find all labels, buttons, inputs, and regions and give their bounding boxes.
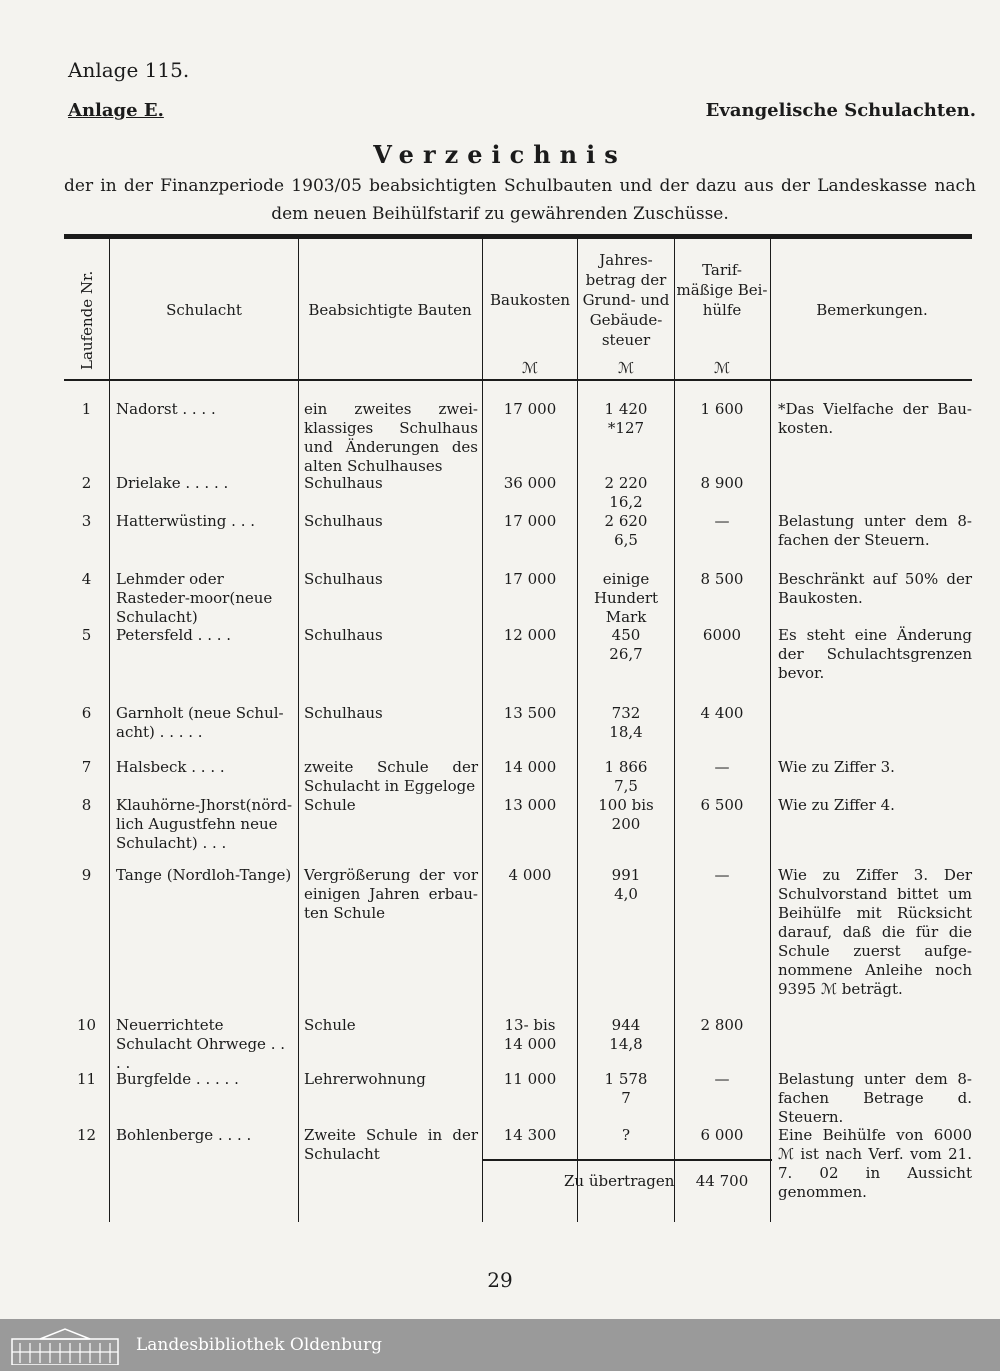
cell-bauten: Schulhaus — [304, 512, 383, 530]
cell-nr: 6 — [81, 704, 92, 722]
cell-bauten: Schulhaus — [304, 570, 383, 588]
cell-schulacht: Bohlenberge . . . . — [116, 1126, 252, 1144]
column-divider — [674, 234, 675, 1222]
cell-baukosten: 13 500 — [503, 704, 557, 722]
cell-bemerkungen: *Das Vielfache der Bau-kosten. — [778, 400, 972, 437]
cell-schulacht: Halsbeck . . . . — [116, 758, 225, 776]
column-divider — [482, 234, 483, 1222]
cell-bauten: Zweite Schule in der Schulacht — [304, 1126, 478, 1163]
cell-beihuelfe: 1 600 — [700, 400, 744, 418]
cell-beihuelfe: 6000 — [702, 626, 742, 644]
cell-nr: 7 — [81, 758, 92, 776]
column-divider — [577, 234, 578, 1222]
anlage-number: Anlage 115. — [68, 58, 190, 82]
cell-bauten: Schulhaus — [304, 474, 383, 492]
page-number: 29 — [487, 1268, 513, 1292]
cell-baukosten: 14 300 — [503, 1126, 557, 1144]
cell-schulacht: Hatterwüsting . . . — [116, 512, 256, 530]
cell-nr: 4 — [81, 570, 92, 588]
cell-bauten: Lehrerwohnung — [304, 1070, 426, 1088]
cell-beihuelfe: 6 500 — [700, 796, 744, 814]
unit-baukosten: ℳ — [521, 359, 539, 377]
cell-schulacht: Petersfeld . . . . — [116, 626, 232, 644]
total-value: 44 700 — [695, 1172, 749, 1190]
cell-baukosten: 36 000 — [503, 474, 557, 492]
cell-steuer: 1 866 7,5 — [604, 758, 648, 795]
cell-bauten: ein zweites zwei-klassiges Schulhaus und Änderungen des alten Schulhauses — [304, 400, 478, 475]
cell-bauten: Vergrößerung der vor einigen Jahren erbau-ten Schule — [304, 866, 478, 922]
cell-steuer: 991 4,0 — [611, 866, 641, 903]
cell-steuer: 732 18,4 — [609, 704, 643, 741]
cell-bemerkungen: Wie zu Ziffer 3. Der Schulvorstand bittet um Beihülfe mit Rücksicht darauf, daß die für die Schule zuerst aufge-nommene Anleihe noch 9395 ℳ beträgt. — [778, 866, 972, 998]
cell-nr: 9 — [81, 866, 92, 884]
cell-beihuelfe: — — [714, 866, 730, 884]
cell-bemerkungen: Beschränkt auf 50% der Baukosten. — [778, 570, 972, 607]
cell-baukosten: 4 000 — [508, 866, 552, 884]
header-bemerkungen: Bemerkungen. — [816, 301, 928, 319]
cell-steuer: 944 14,8 — [609, 1016, 643, 1053]
cell-baukosten: 11 000 — [503, 1070, 557, 1088]
column-divider — [770, 234, 771, 1222]
cell-baukosten: 17 000 — [503, 570, 557, 588]
cell-schulacht: Garnholt (neue Schul-acht) . . . . . — [116, 704, 284, 741]
library-name: Landesbibliothek Oldenburg — [136, 1335, 383, 1355]
cell-bauten: Schulhaus — [304, 704, 383, 722]
cell-steuer: ? — [621, 1126, 631, 1144]
cell-beihuelfe: 6 000 — [700, 1126, 744, 1144]
cell-bemerkungen: Wie zu Ziffer 4. — [778, 796, 895, 814]
library-footer — [0, 1319, 1000, 1371]
unit-beihuelfe: ℳ — [713, 359, 731, 377]
cell-nr: 12 — [76, 1126, 97, 1144]
cell-steuer: 1 420 *127 — [604, 400, 648, 437]
cell-bauten: Schule — [304, 796, 356, 814]
subtitle-line-1: der in der Finanzperiode 1903/05 beabsichtigten Schulbauten und der dazu aus der Landeskasse nach — [64, 176, 976, 196]
cell-beihuelfe: 8 500 — [700, 570, 744, 588]
cell-steuer: 1 578 7 — [604, 1070, 648, 1107]
cell-bauten: Schule — [304, 1016, 356, 1034]
cell-baukosten: 12 000 — [503, 626, 557, 644]
cell-steuer: 100 bis 200 — [598, 796, 654, 833]
cell-bemerkungen: Wie zu Ziffer 3. — [778, 758, 895, 776]
schoolbuilding-table — [64, 234, 972, 1222]
cell-schulacht: Klauhörne-Jhorst(nörd-lich Augustfehn neue Schulacht) . . . — [116, 796, 293, 852]
total-rule — [482, 1159, 772, 1161]
cell-bemerkungen: Es steht eine Änderung der Schulachtsgrenzen bevor. — [778, 626, 972, 682]
cell-schulacht: Tange (Nordloh-Tange) — [116, 866, 292, 884]
column-divider — [298, 234, 299, 1222]
cell-bemerkungen: Eine Beihülfe von 6000 ℳ ist nach Verf. vom 21. 7. 02 in Aussicht genommen. — [778, 1126, 972, 1201]
header-jahresbetrag: Jahres-betrag der Grund- und Gebäude-steuer — [582, 251, 670, 349]
header-schulacht: Schulacht — [166, 301, 242, 319]
cell-baukosten: 17 000 — [503, 512, 557, 530]
cell-bauten: zweite Schule der Schulacht in Eggeloge — [304, 758, 478, 795]
header-bauten: Beabsichtigte Bauten — [308, 301, 472, 319]
category-heading: Evangelische Schulachten. — [705, 100, 976, 121]
anlage-letter: Anlage E. — [68, 100, 164, 121]
cell-schulacht: Lehmder oder Rasteder-moor(neue Schulacht) — [116, 570, 273, 626]
cell-baukosten: 17 000 — [503, 400, 557, 418]
cell-schulacht: Burgfelde . . . . . — [116, 1070, 239, 1088]
cell-nr: 5 — [81, 626, 92, 644]
header-tarif: Tarif-mäßige Bei-hülfe — [676, 261, 768, 319]
cell-beihuelfe: — — [714, 512, 730, 530]
cell-nr: 8 — [81, 796, 92, 814]
cell-beihuelfe: — — [714, 758, 730, 776]
cell-nr: 10 — [76, 1016, 97, 1034]
cell-baukosten: 13 000 — [503, 796, 557, 814]
cell-beihuelfe: 8 900 — [700, 474, 744, 492]
cell-bauten: Schulhaus — [304, 626, 383, 644]
cell-beihuelfe: 2 800 — [700, 1016, 744, 1034]
cell-baukosten: 13- bis 14 000 — [503, 1016, 557, 1053]
cell-nr: 1 — [81, 400, 92, 418]
cell-nr: 11 — [76, 1070, 97, 1088]
cell-schulacht: Drielake . . . . . — [116, 474, 229, 492]
table-header-rule — [64, 379, 972, 381]
cell-schulacht: Neuerrichtete Schulacht Ohrwege . . . . — [116, 1016, 285, 1072]
cell-beihuelfe: 4 400 — [700, 704, 744, 722]
library-building-icon — [10, 1327, 120, 1365]
cell-steuer: einige Hundert Mark — [593, 570, 659, 626]
cell-baukosten: 14 000 — [503, 758, 557, 776]
column-divider — [109, 234, 110, 1222]
header-laufende-nr: Laufende Nr. — [78, 270, 96, 370]
cell-bemerkungen: Belastung unter dem 8-fachen der Steuern. — [778, 512, 972, 549]
cell-nr: 2 — [81, 474, 92, 492]
header-baukosten: Baukosten — [489, 291, 570, 309]
cell-bemerkungen: Belastung unter dem 8-fachen Betrage d. Steuern. — [778, 1070, 972, 1126]
table-top-rule — [64, 234, 972, 239]
cell-nr: 3 — [81, 512, 92, 530]
cell-schulacht: Nadorst . . . . — [116, 400, 216, 418]
subtitle-line-2: dem neuen Beihülfstarif zu gewährenden Zuschüsse. — [271, 204, 729, 224]
cell-beihuelfe: — — [714, 1070, 730, 1088]
total-label: Zu übertragen — [564, 1172, 675, 1190]
page-title: Verzeichnis — [373, 140, 627, 169]
cell-steuer: 2 220 16,2 — [604, 474, 648, 511]
cell-steuer: 2 620 6,5 — [604, 512, 648, 549]
unit-steuer: ℳ — [617, 359, 635, 377]
cell-steuer: 450 26,7 — [609, 626, 643, 663]
